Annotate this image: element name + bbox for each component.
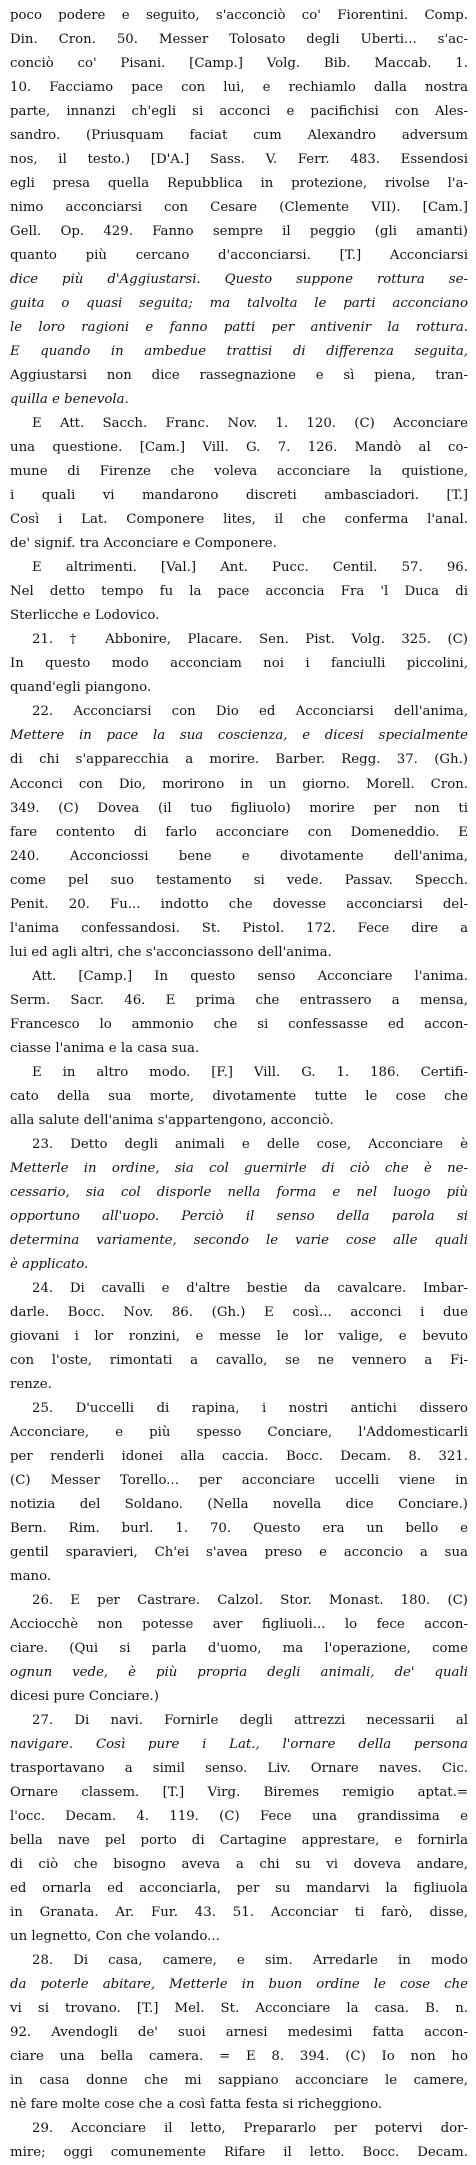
text-line: 349. (C) Dovea (il tuo figliuolo) morire per non ti xyxy=(10,800,468,816)
text-line: ciare una bella camera. = E 8. 394. (C) Io non ho xyxy=(10,2049,468,2065)
text-line: Così i Lat. Componere lites, il che conferma l'anal. xyxy=(10,512,468,528)
text-line: l'anima confessandosi. St. Pistol. 172. Fece dire a xyxy=(10,920,468,936)
text-line: Aggiustarsi non dice rassegnazione e sì piena, tran- xyxy=(10,368,468,384)
text-line: 29. Acconciare il letto, Prepararlo per potervi dor- xyxy=(32,2121,468,2137)
text-line: in Granata. Ar. Fur. 43. 51. Acconciar ti farò, disse, xyxy=(10,1905,468,1921)
text-line: Bern. Rim. burl. 1. 70. Questo era un bello e xyxy=(10,1520,468,1536)
text-line: Nel detto tempo fu la pace acconcia Fra 'l Duca di xyxy=(10,584,468,600)
text-line: nè fare molte cose che a così fatta festa si richeggiono. xyxy=(10,2097,383,2113)
text-line: mano. xyxy=(10,1569,52,1585)
text-line: 24. Di cavalli e d'altre bestie da cavalcare. Imbar- xyxy=(32,1280,468,1296)
text-line: Serm. Sacr. 46. E prima che entrassero a mensa, xyxy=(10,992,468,1008)
text-line: con l'oste, rimontati a cavallo, se ne vennero a Fi- xyxy=(10,1352,468,1368)
text-line: Gell. Op. 429. Fanno sempre il peggio (gli amanti) xyxy=(10,224,468,240)
text-line: quanto più cercano d'acconciarsi. [T.] Acconciarsi xyxy=(10,248,468,264)
text-line: lui ed agli altri, che s'acconciassono dell'anima. xyxy=(10,944,332,960)
text-line: sandro. (Priusquam faciat cum Alexandro adversum xyxy=(10,128,468,144)
text-line: ed ornarla ed acconciarla, per su mandarvi la figliuola xyxy=(10,1881,468,1897)
text-line: 10. Facciamo pace con lui, e rechiamlo dalla nostra xyxy=(10,80,468,96)
text-line: 92. Avendogli de' suoi arnesi medesimi fatta accon- xyxy=(10,2025,468,2041)
text-line: i quali vi mandarono discreti ambasciadori. [T.] xyxy=(10,488,468,504)
text-line: nimo acconciarsi con Cesare (Clemente VII). [Cam.] xyxy=(10,200,468,216)
text-line: fare contento di farlo acconciare con Domeneddio. E xyxy=(10,824,468,840)
text-line: E in altro modo. [F.] Vill. G. 1. 186. Certifi- xyxy=(32,1064,468,1080)
text-line: in casa donne che mi sappiano acconciare le camere, xyxy=(10,2073,468,2089)
text-line: alla salute dell'anima s'appartengono, acconciò. xyxy=(10,1112,334,1128)
text-line: Acconciare, e più spesso Conciare, l'Addomesticarli xyxy=(10,1424,468,1440)
text-line: di chi s'apparecchia a morire. Barber. Regg. 37. (Gh.) xyxy=(10,752,468,768)
text-line: 23. Detto degli animali e delle cose, Acconciare è xyxy=(32,1136,468,1152)
text-line: le loro ragioni e fanno patti per antivenir la rottura. xyxy=(10,320,468,336)
text-line: trasportavano a simil senso. Liv. Ornare naves. Cic. xyxy=(10,1761,468,1777)
text-line: 240. Acconciossi bene e divotamente dell'anima, xyxy=(10,848,468,864)
text-line: Mettere in pace la sua coscienza, e dicesi specialmente xyxy=(10,728,468,744)
text-line: In questo modo acconciam noi i fanciulli piccolini, xyxy=(10,656,468,672)
text-line: Din. Cron. 50. Messer Tolosato degli Uberti... s'ac- xyxy=(10,32,468,48)
text-line: 21. † Abbonire, Placare. Sen. Pist. Volg. 325. (C) xyxy=(32,632,468,648)
text-line: vi si trovano. [T.] Mel. St. Acconciare la casa. B. n. xyxy=(10,2001,468,2017)
text-line: Acconci con Dio, morirono in un giorno. Morell. Cron. xyxy=(10,776,468,792)
text-line: mire; oggi comunemente Rifare il letto. Bocc. Decam. xyxy=(10,2145,468,2161)
text-line: E altrimenti. [Val.] Ant. Pucc. Centil. 57. 96. xyxy=(32,560,468,576)
text-line: opportuno all'uopo. Perciò il senso della parola si xyxy=(10,1208,468,1224)
text-line: parte, innanzi ch'egli si acconci e pacifichisi con Ales- xyxy=(10,104,468,120)
text-line: 22. Acconciarsi con Dio ed Acconciarsi dell'anima, xyxy=(32,704,468,720)
text-line: 28. Di casa, camere, e sim. Arredarle in modo xyxy=(32,1953,468,1969)
text-line: E Att. Sacch. Franc. Nov. 1. 120. (C) Acconciare xyxy=(32,416,468,432)
text-line: un legnetto, Con che volando... xyxy=(10,1929,220,1945)
text-line: una questione. [Cam.] Vill. G. 7. 126. Mandò al co- xyxy=(10,440,468,456)
text-line: da poterle abitare, Metterle in buon ordine le cose che xyxy=(10,1977,468,1993)
text-line: come pel suo testamento si vede. Passav. Specch. xyxy=(10,872,468,888)
text-line: Sterlicche e Lodovico. xyxy=(10,608,160,624)
text-line: 26. E per Castrare. Calzol. Stor. Monast. 180. (C) xyxy=(32,1593,468,1609)
text-line: de' signif. tra Acconciare e Componere. xyxy=(10,536,277,552)
text-line: 25. D'uccelli di rapina, i nostri antichi dissero xyxy=(32,1400,468,1416)
text-line: dicesi pure Conciare.) xyxy=(10,1689,159,1705)
text-line: conciò co' Pisani. [Camp.] Volg. Bib. Maccab. 1. xyxy=(10,56,468,72)
text-line: renze. xyxy=(10,1376,52,1392)
text-line: è applicato. xyxy=(10,1256,89,1272)
text-line: Penit. 20. Fu... indotto che dovesse acconciarsi del- xyxy=(10,896,468,912)
text-line: Francesco lo ammonio che si confessasse ed accon- xyxy=(10,1016,468,1032)
text-line: bella nave pel porto di Cartagine apprestare, e fornirla xyxy=(10,1833,468,1849)
text-line: mune di Firenze che voleva acconciare la quistione, xyxy=(10,464,468,480)
text-line: Acciocchè non potesse aver figliuoli... lo fece accon- xyxy=(10,1617,468,1633)
text-line: darle. Bocc. Nov. 86. (Gh.) E così... acconci i due xyxy=(10,1304,468,1320)
text-line: determina variamente, secondo le varie cose alle quali xyxy=(10,1232,468,1248)
text-line: E quando in ambedue trattisi di differenza seguita, xyxy=(10,344,468,360)
text-line: quand'egli piangono. xyxy=(10,680,152,696)
text-line: ciasse l'anima e la casa sua. xyxy=(10,1040,200,1056)
text-line: giovani i lor ronzini, e messe le lor valige, e bevuto xyxy=(10,1328,468,1344)
text-line: ognun vede, è più propria degli animali, de' quali xyxy=(10,1665,468,1681)
text-line: nos, il testo.) [D'A.] Sass. V. Ferr. 483. Essendosi xyxy=(10,152,468,168)
text-line: dice più d'Aggiustarsi. Questo suppone rottura se- xyxy=(10,272,468,288)
text-line: ciare. (Qui si parla d'uomo, ma l'operazione, come xyxy=(10,1641,468,1657)
text-line: poco podere e seguito, s'acconciò co' Fiorentini. Comp. xyxy=(10,8,468,23)
text-line: 27. Di navi. Fornirle degli attrezzi necessarii al xyxy=(32,1713,468,1729)
text-line: navigare. Così pure i Lat., l'ornare della persona xyxy=(10,1737,468,1753)
text-line: guita o quasi seguita; ma talvolta le parti acconciano xyxy=(10,296,468,312)
text-line: notizia del Soldano. (Nella novella dice Conciare.) xyxy=(10,1496,468,1512)
text-line: (C) Messer Torello... per acconciare uccelli viene in xyxy=(10,1472,468,1488)
text-line: per renderli idonei alla caccia. Bocc. Decam. 8. 321. xyxy=(10,1448,468,1464)
text-line: egli presa quella Repubblica in protezione, rivolse l'a- xyxy=(10,176,468,192)
text-line: cato della sua morte, divotamente tutte le cose che xyxy=(10,1088,468,1104)
text-line: Ornare classem. [T.] Virg. Biremes remigio aptat.= xyxy=(10,1785,468,1801)
text-line: l'occ. Decam. 4. 119. (C) Fece una grandissima e xyxy=(10,1809,468,1825)
text-line: quilla e benevola. xyxy=(10,392,129,408)
text-line: Metterle in ordine, sia col guernirle di ciò che è ne- xyxy=(10,1160,468,1176)
text-line: Att. [Camp.] In questo senso Acconciare l'anima. xyxy=(32,968,468,984)
text-line: cessario, sia col disporle nella forma e nel luogo più xyxy=(10,1184,468,1200)
text-line: di ciò che bisogno aveva a chi su vi doveva andare, xyxy=(10,1857,468,1873)
text-line: gentil sparavieri, Ch'ei s'avea preso e acconcio a sua xyxy=(10,1545,468,1560)
